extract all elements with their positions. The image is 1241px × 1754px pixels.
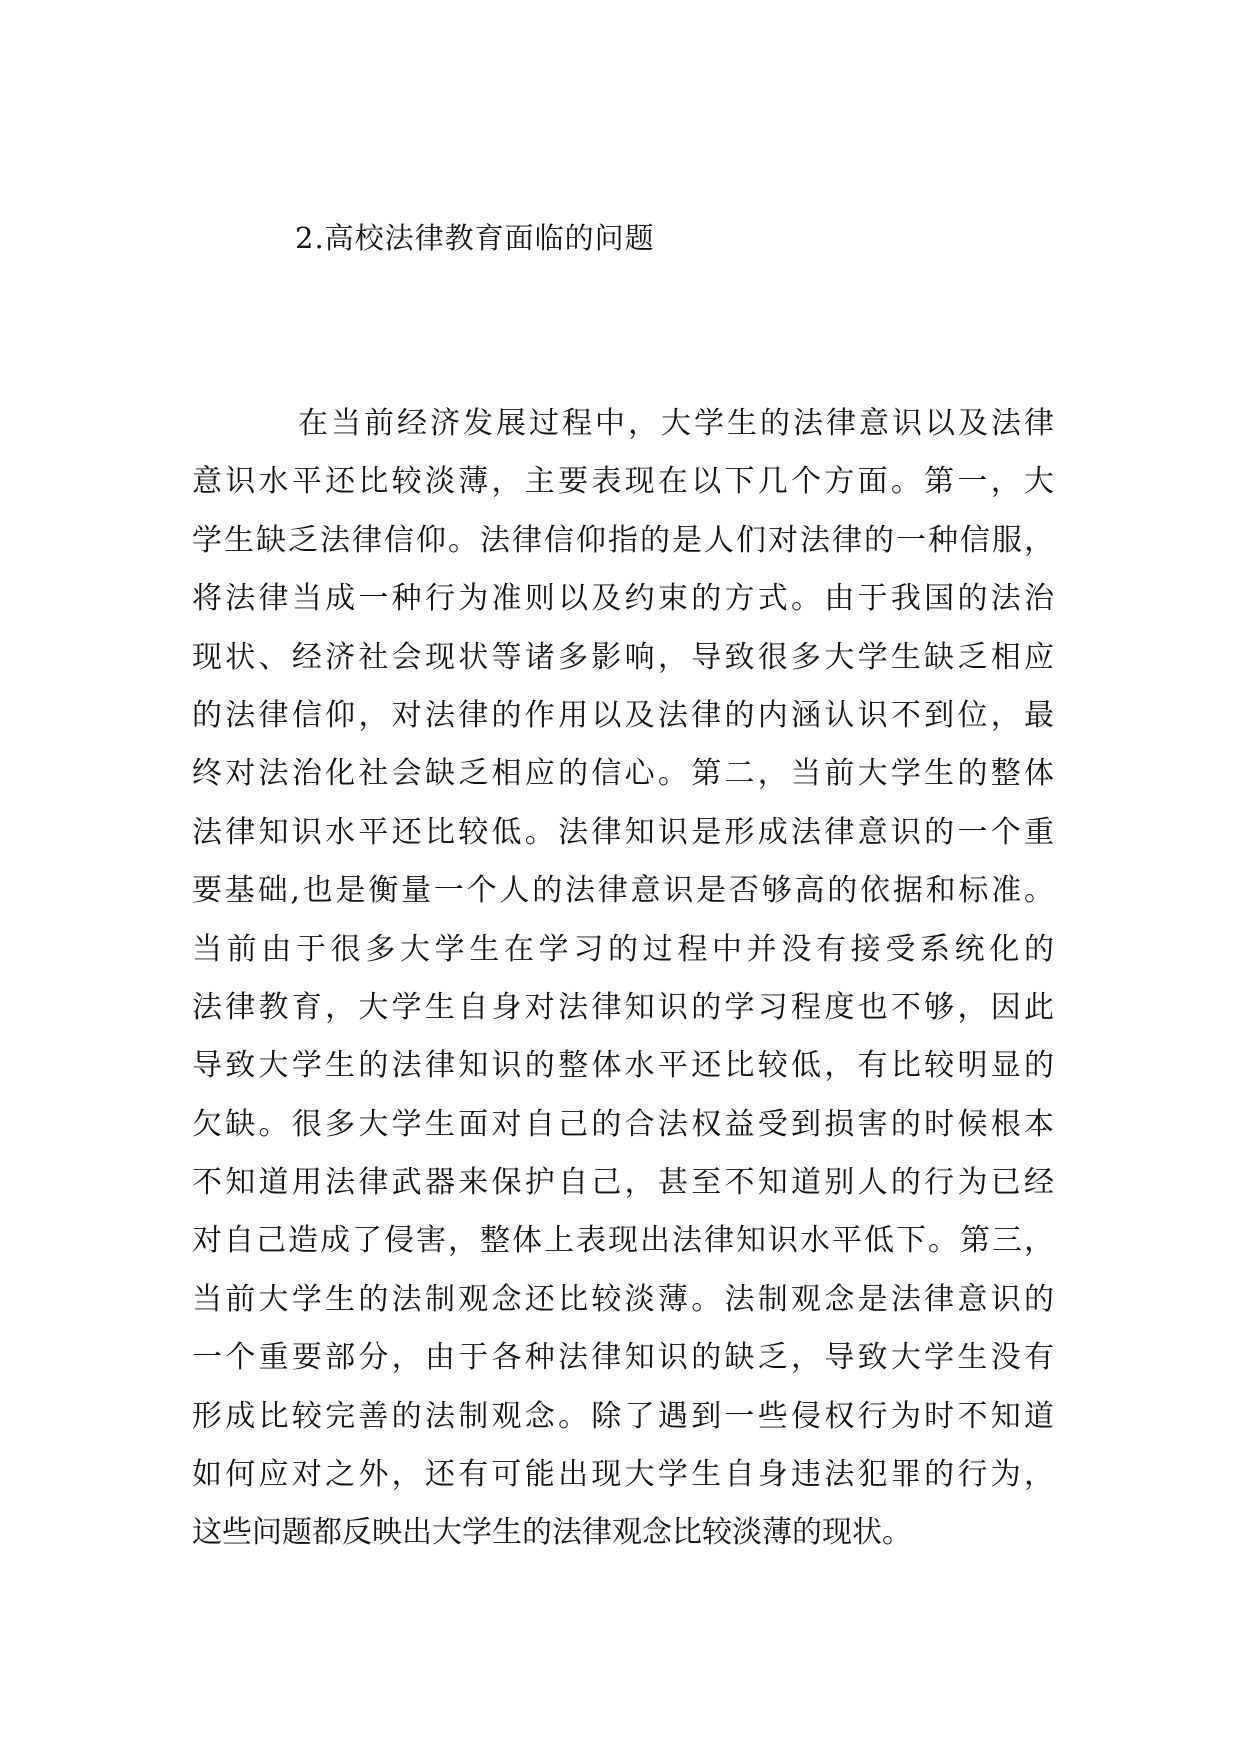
body-paragraph xyxy=(192,395,1054,1563)
paragraph-line: 这些问题都反映出大学生的法律观念比较淡薄的现状。 xyxy=(192,1515,912,1551)
paragraph-line: 将法律当成一种行为准则以及约束的方式。由于我国的法治 xyxy=(192,581,1054,617)
paragraph-line: 欠缺。很多大学生面对自己的合法权益受到损害的时候根本 xyxy=(192,1106,1054,1142)
paragraph-line: 不知道用法律武器来保护自己，甚至不知道别人的行为已经 xyxy=(192,1165,1054,1201)
paragraph-line: 在当前经济发展过程中，大学生的法律意识以及法律 xyxy=(298,406,1054,441)
section-heading: 2.高校法律教育面临的问题 xyxy=(295,221,655,255)
paragraph-line: 终对法治化社会缺乏相应的信心。第二，当前大学生的整体 xyxy=(192,756,1054,792)
paragraph-line: 的法律信仰，对法律的作用以及法律的内涵认识不到位，最 xyxy=(192,697,1054,733)
paragraph-line: 学生缺乏法律信仰。法律信仰指的是人们对法律的一种信服， xyxy=(192,522,1054,558)
paragraph-line: 对自己造成了侵害，整体上表现出法律知识水平低下。第三， xyxy=(192,1223,1054,1259)
paragraph-line: 当前由于很多大学生在学习的过程中并没有接受系统化的 xyxy=(192,931,1054,967)
paragraph-line: 法律知识水平还比较低。法律知识是形成法律意识的一个重 xyxy=(192,814,1054,850)
paragraph-line: 意识水平还比较淡薄，主要表现在以下几个方面。第一，大 xyxy=(192,464,1054,500)
paragraph-line: 形成比较完善的法制观念。除了遇到一些侵权行为时不知道 xyxy=(192,1398,1054,1434)
paragraph-line: 导致大学生的法律知识的整体水平还比较低，有比较明显的 xyxy=(192,1048,1054,1084)
paragraph-line: 如何应对之外，还有可能出现大学生自身违法犯罪的行为， xyxy=(192,1457,1054,1493)
paragraph-line: 一个重要部分，由于各种法律知识的缺乏，导致大学生没有 xyxy=(192,1340,1054,1376)
paragraph-line: 当前大学生的法制观念还比较淡薄。法制观念是法律意识的 xyxy=(192,1281,1054,1317)
paragraph-line: 要基础,也是衡量一个人的法律意识是否够高的依据和标准。 xyxy=(192,873,1054,909)
paragraph-line: 法律教育，大学生自身对法律知识的学习程度也不够，因此 xyxy=(192,989,1054,1025)
paragraph-line: 现状、经济社会现状等诸多影响，导致很多大学生缺乏相应 xyxy=(192,639,1054,675)
